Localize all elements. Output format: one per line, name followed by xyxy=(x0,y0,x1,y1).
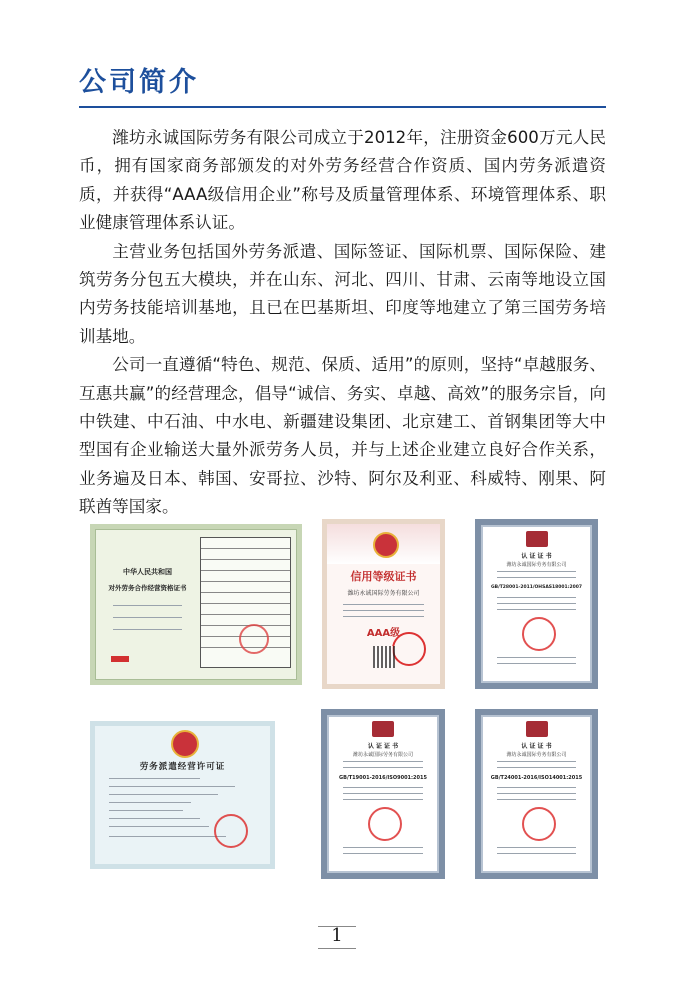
cert-4-title: 劳务派遣经营许可证 xyxy=(139,762,226,772)
cert-2-company: 潍坊永诚国际劳务有限公司 xyxy=(347,590,420,597)
page-number: 1 xyxy=(331,925,343,946)
cert-2-grade: AAA级 xyxy=(366,628,401,639)
intro-paragraph-3: 公司一直遵循“特色、规范、保质、适用”的原则，坚持“卓越服务、互惠共赢”的经营理念，倡导“诚信、务实、卓越、高效”的服务宗旨，向中铁建、中石油、中水电、新疆建设集团、北京建工、首钢集团等大中型国有企业输送大量外派劳务人员，并与上述企业建立良好合作关系，业务遍及日本、韩国、安哥拉、沙特、阿尔及利亚、科威特、刚果、阿联酋等国家。 xyxy=(79,355,606,517)
cert-6-company: 潍坊永诚国际劳务有限公司 xyxy=(506,752,567,758)
seal-icon xyxy=(368,807,402,841)
cert-left-pane xyxy=(99,533,196,676)
seal-icon xyxy=(239,624,269,654)
cert-1-line1: 中华人民共和国 xyxy=(122,568,172,576)
cert-3-title: 认 证 证 书 xyxy=(521,553,552,560)
cert-environmental-management xyxy=(475,709,598,879)
seal-icon xyxy=(522,617,556,651)
red-stamp-icon xyxy=(111,656,129,662)
qr-code-icon xyxy=(373,646,395,668)
company-intro xyxy=(79,124,606,522)
cert-quality-management xyxy=(321,709,445,879)
certification-logo-icon xyxy=(372,721,394,737)
intro-paragraph-1: 潍坊永诚国际劳务有限公司成立于2012年，注册资金600万元人民币，拥有国家商务部颁发的对外劳务经营合作资质、国内劳务派遣资质，并获得“AAA级信用企业”称号及质量管理体系、环境管理体系、职业健康管理体系认证。 xyxy=(79,128,606,233)
cert-5-title: 认 证 证 书 xyxy=(367,743,399,750)
cert-labor-cooperation xyxy=(90,524,302,685)
page-title: 公司简介 xyxy=(79,67,199,98)
seal-icon xyxy=(522,807,556,841)
cert-labor-dispatch-license xyxy=(90,721,275,869)
cert-6-standard: GB/T24001-2016/ISO14001:2015 xyxy=(490,775,583,781)
cert-credit-rating xyxy=(322,519,445,689)
title-underline xyxy=(79,106,606,108)
cert-5-standard: GB/T19001-2016/ISO9001:2015 xyxy=(339,775,427,781)
cert-3-company: 潍坊永诚国际劳务有限公司 xyxy=(506,562,567,568)
emblem-icon xyxy=(373,532,399,558)
cert-2-title: 信用等级证书 xyxy=(350,570,417,583)
national-emblem-icon xyxy=(171,730,199,758)
cert-6-title: 认 证 证 书 xyxy=(521,743,552,750)
seal-icon xyxy=(214,814,248,848)
certification-logo-icon xyxy=(526,531,548,547)
intro-paragraph-2: 主营业务包括国外劳务派遣、国际签证、国际机票、国际保险、建筑劳务分包五大模块，并在山东、河北、四川、甘肃、云南等地设立国内劳务技能培训基地，且已在巴基斯坦、印度等地建立了第三国劳务培训基地。 xyxy=(79,241,606,346)
cert-occupational-health xyxy=(475,519,598,689)
certification-logo-icon xyxy=(526,721,548,737)
cert-5-company: 潍坊永诚国际劳务有限公司 xyxy=(352,752,413,758)
cert-1-line2: 对外劳务合作经营资格证书 xyxy=(108,584,187,592)
seal-icon xyxy=(392,632,426,666)
cert-3-standard: GB/T28001-2011/OHSAS18001:2007 xyxy=(490,585,583,590)
